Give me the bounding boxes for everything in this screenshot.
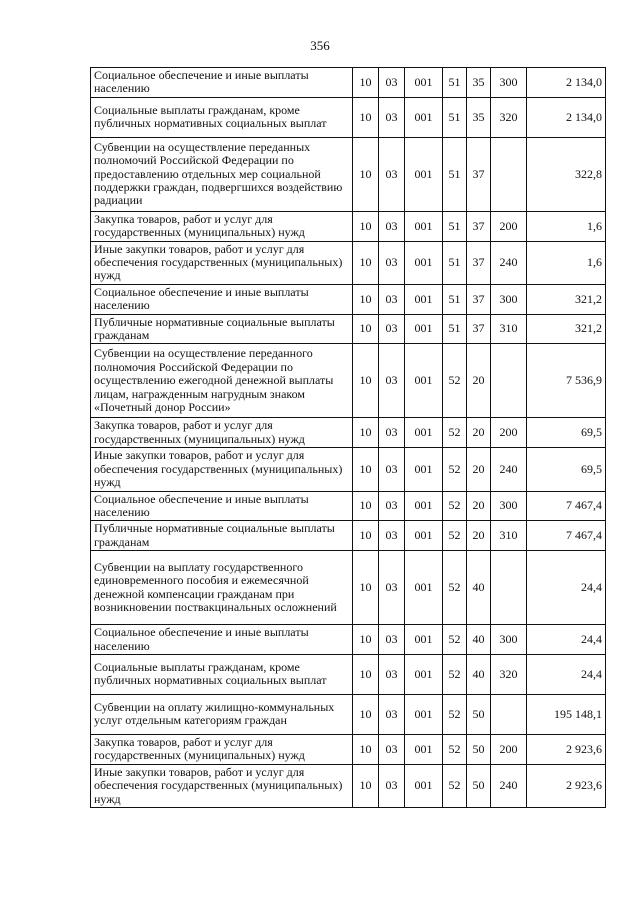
amount: 7 467,4	[527, 491, 606, 521]
expense-type-code: 240	[491, 448, 527, 491]
amount: 7 467,4	[527, 521, 606, 551]
table-row	[91, 314, 606, 344]
row-name: Субвенции на осуществление переданного полномочия Российской Федерации по осуществлению ежегодной денежной выплаты лицам, награжденным нагрудным знаком «Почетный донор России»	[91, 344, 353, 418]
target-article-code-2: 52	[443, 448, 467, 491]
target-article-code-3: 20	[467, 521, 491, 551]
target-article-code-2: 51	[443, 97, 467, 137]
subsection-code: 03	[379, 625, 405, 655]
subsection-code: 03	[379, 551, 405, 625]
table-row	[91, 241, 606, 284]
subsection-code: 03	[379, 97, 405, 137]
subsection-code: 03	[379, 694, 405, 734]
table-row	[91, 764, 606, 807]
section-code: 10	[353, 764, 379, 807]
subsection-code: 03	[379, 448, 405, 491]
row-name: Субвенции на осуществление переданных полномочий Российской Федерации по предоставлению отдельных мер социальной поддержки граждан, подвергшихся воздействию радиации	[91, 137, 353, 211]
subsection-code: 03	[379, 654, 405, 694]
row-name: Социальные выплаты гражданам, кроме публичных нормативных социальных выплат	[91, 654, 353, 694]
target-article-code-2: 52	[443, 344, 467, 418]
table-row	[91, 344, 606, 418]
row-name: Публичные нормативные социальные выплаты гражданам	[91, 521, 353, 551]
expense-type-code	[491, 551, 527, 625]
row-name: Социальное обеспечение и иные выплаты населению	[91, 284, 353, 314]
target-article-code-2: 51	[443, 137, 467, 211]
row-name: Социальное обеспечение и иные выплаты населению	[91, 491, 353, 521]
amount: 24,4	[527, 625, 606, 655]
target-article-code-2: 51	[443, 211, 467, 241]
target-article-code-1: 001	[405, 211, 443, 241]
amount: 2 923,6	[527, 764, 606, 807]
target-article-code-2: 52	[443, 654, 467, 694]
target-article-code-1: 001	[405, 97, 443, 137]
expense-type-code: 300	[491, 284, 527, 314]
amount: 321,2	[527, 284, 606, 314]
target-article-code-3: 50	[467, 734, 491, 764]
row-name: Закупка товаров, работ и услуг для государственных (муниципальных) нужд	[91, 734, 353, 764]
target-article-code-3: 50	[467, 764, 491, 807]
table-row	[91, 284, 606, 314]
subsection-code: 03	[379, 241, 405, 284]
target-article-code-1: 001	[405, 521, 443, 551]
section-code: 10	[353, 521, 379, 551]
target-article-code-1: 001	[405, 734, 443, 764]
table-row	[91, 418, 606, 448]
section-code: 10	[353, 625, 379, 655]
expense-type-code: 240	[491, 764, 527, 807]
table-row	[91, 68, 606, 98]
target-article-code-3: 40	[467, 551, 491, 625]
target-article-code-3: 20	[467, 418, 491, 448]
section-code: 10	[353, 418, 379, 448]
row-name: Субвенции на выплату государственного единовременного пособия и ежемесячной денежной компенсации гражданам при возникновении поствакцинальных осложнений	[91, 551, 353, 625]
target-article-code-3: 37	[467, 241, 491, 284]
expense-type-code: 200	[491, 734, 527, 764]
section-code: 10	[353, 654, 379, 694]
target-article-code-1: 001	[405, 491, 443, 521]
row-name: Иные закупки товаров, работ и услуг для обеспечения государственных (муниципальных) нужд	[91, 241, 353, 284]
table-row	[91, 521, 606, 551]
row-name: Субвенции на оплату жилищно-коммунальных услуг отдельным категориям граждан	[91, 694, 353, 734]
subsection-code: 03	[379, 521, 405, 551]
row-name: Социальные выплаты гражданам, кроме публичных нормативных социальных выплат	[91, 97, 353, 137]
subsection-code: 03	[379, 764, 405, 807]
section-code: 10	[353, 491, 379, 521]
expense-type-code: 200	[491, 418, 527, 448]
target-article-code-2: 52	[443, 521, 467, 551]
target-article-code-1: 001	[405, 448, 443, 491]
amount: 69,5	[527, 448, 606, 491]
row-name: Публичные нормативные социальные выплаты гражданам	[91, 314, 353, 344]
target-article-code-1: 001	[405, 418, 443, 448]
expense-type-code	[491, 694, 527, 734]
section-code: 10	[353, 344, 379, 418]
target-article-code-1: 001	[405, 694, 443, 734]
table-row	[91, 625, 606, 655]
expense-type-code: 310	[491, 521, 527, 551]
table-row	[91, 551, 606, 625]
target-article-code-1: 001	[405, 314, 443, 344]
target-article-code-2: 52	[443, 734, 467, 764]
section-code: 10	[353, 551, 379, 625]
subsection-code: 03	[379, 284, 405, 314]
amount: 24,4	[527, 551, 606, 625]
target-article-code-2: 52	[443, 551, 467, 625]
target-article-code-1: 001	[405, 551, 443, 625]
row-name: Иные закупки товаров, работ и услуг для обеспечения государственных (муниципальных) нужд	[91, 448, 353, 491]
expense-type-code: 300	[491, 491, 527, 521]
subsection-code: 03	[379, 491, 405, 521]
page-number: 356	[310, 38, 330, 53]
section-code: 10	[353, 211, 379, 241]
subsection-code: 03	[379, 211, 405, 241]
target-article-code-3: 20	[467, 491, 491, 521]
table-row	[91, 211, 606, 241]
expense-type-code: 320	[491, 97, 527, 137]
amount: 322,8	[527, 137, 606, 211]
target-article-code-3: 50	[467, 694, 491, 734]
amount: 2 923,6	[527, 734, 606, 764]
target-article-code-2: 52	[443, 418, 467, 448]
target-article-code-1: 001	[405, 764, 443, 807]
table-row	[91, 734, 606, 764]
target-article-code-3: 37	[467, 284, 491, 314]
expense-type-code: 300	[491, 625, 527, 655]
target-article-code-3: 20	[467, 448, 491, 491]
target-article-code-3: 37	[467, 211, 491, 241]
subsection-code: 03	[379, 734, 405, 764]
target-article-code-1: 001	[405, 241, 443, 284]
target-article-code-3: 37	[467, 137, 491, 211]
subsection-code: 03	[379, 418, 405, 448]
amount: 24,4	[527, 654, 606, 694]
amount: 195 148,1	[527, 694, 606, 734]
expense-type-code: 320	[491, 654, 527, 694]
target-article-code-3: 40	[467, 625, 491, 655]
expense-type-code: 240	[491, 241, 527, 284]
table-row	[91, 491, 606, 521]
row-name: Иные закупки товаров, работ и услуг для обеспечения государственных (муниципальных) нужд	[91, 764, 353, 807]
section-code: 10	[353, 137, 379, 211]
target-article-code-2: 51	[443, 284, 467, 314]
row-name: Закупка товаров, работ и услуг для государственных (муниципальных) нужд	[91, 211, 353, 241]
table-body	[91, 68, 606, 808]
target-article-code-2: 52	[443, 694, 467, 734]
amount: 69,5	[527, 418, 606, 448]
table-row	[91, 694, 606, 734]
amount: 7 536,9	[527, 344, 606, 418]
amount: 1,6	[527, 211, 606, 241]
target-article-code-1: 001	[405, 68, 443, 98]
expense-type-code	[491, 137, 527, 211]
target-article-code-1: 001	[405, 344, 443, 418]
target-article-code-3: 35	[467, 97, 491, 137]
target-article-code-2: 52	[443, 764, 467, 807]
section-code: 10	[353, 284, 379, 314]
amount: 2 134,0	[527, 97, 606, 137]
subsection-code: 03	[379, 314, 405, 344]
expense-type-code: 310	[491, 314, 527, 344]
section-code: 10	[353, 314, 379, 344]
subsection-code: 03	[379, 344, 405, 418]
section-code: 10	[353, 97, 379, 137]
target-article-code-2: 51	[443, 241, 467, 284]
expense-type-code	[491, 344, 527, 418]
amount: 321,2	[527, 314, 606, 344]
amount: 2 134,0	[527, 68, 606, 98]
target-article-code-2: 52	[443, 491, 467, 521]
target-article-code-3: 37	[467, 314, 491, 344]
amount: 1,6	[527, 241, 606, 284]
row-name: Социальное обеспечение и иные выплаты населению	[91, 625, 353, 655]
target-article-code-2: 52	[443, 625, 467, 655]
target-article-code-3: 20	[467, 344, 491, 418]
table-row	[91, 448, 606, 491]
subsection-code: 03	[379, 68, 405, 98]
row-name: Закупка товаров, работ и услуг для государственных (муниципальных) нужд	[91, 418, 353, 448]
budget-table	[90, 67, 606, 808]
table-row	[91, 654, 606, 694]
target-article-code-2: 51	[443, 68, 467, 98]
section-code: 10	[353, 241, 379, 284]
section-code: 10	[353, 448, 379, 491]
target-article-code-1: 001	[405, 625, 443, 655]
target-article-code-1: 001	[405, 137, 443, 211]
table-row	[91, 137, 606, 211]
expense-type-code: 200	[491, 211, 527, 241]
subsection-code: 03	[379, 137, 405, 211]
target-article-code-3: 35	[467, 68, 491, 98]
target-article-code-2: 51	[443, 314, 467, 344]
target-article-code-1: 001	[405, 284, 443, 314]
target-article-code-3: 40	[467, 654, 491, 694]
expense-type-code: 300	[491, 68, 527, 98]
target-article-code-1: 001	[405, 654, 443, 694]
table-row	[91, 97, 606, 137]
section-code: 10	[353, 68, 379, 98]
row-name: Социальное обеспечение и иные выплаты населению	[91, 68, 353, 98]
section-code: 10	[353, 734, 379, 764]
section-code: 10	[353, 694, 379, 734]
